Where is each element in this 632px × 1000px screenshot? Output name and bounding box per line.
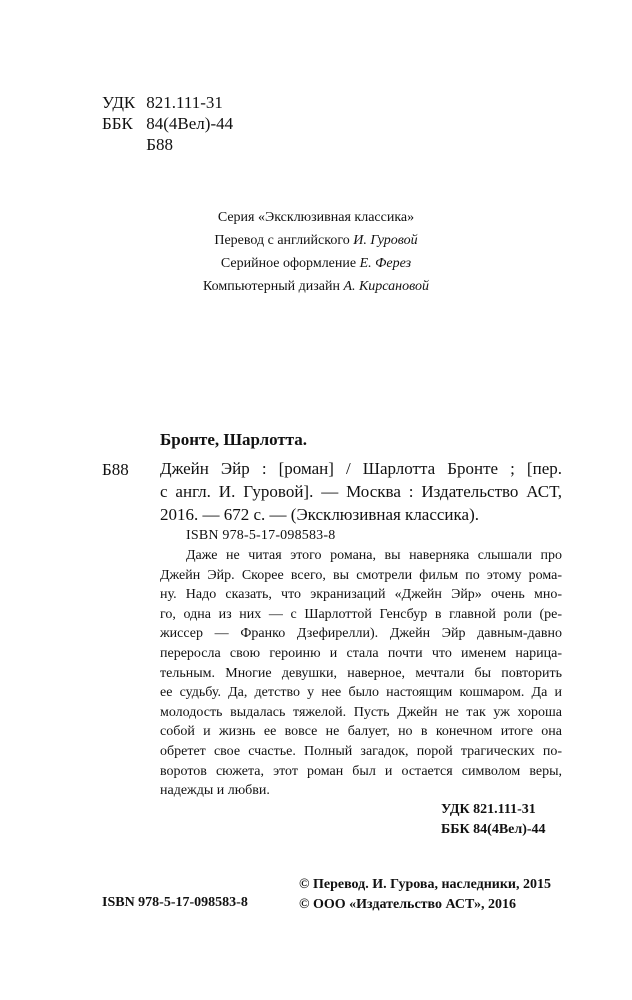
series-designer-name: Е. Ферез: [359, 256, 412, 271]
annotation-line: го, одна из них — с Шарлоттой Генсбур в главной роли (ре-: [160, 606, 562, 622]
udk-label: УДК: [102, 93, 136, 112]
translation-label: Перевод с английского: [214, 233, 350, 248]
copyright-translation: © Перевод. И. Гурова, наследники, 2015: [299, 877, 551, 892]
annotation-line: Джейн Эйр. Скорее всего, вы смотрели фильм по этому рома-: [160, 567, 562, 583]
series-design-label: Серийное оформление: [220, 256, 357, 271]
credits-block: [0, 206, 632, 298]
annotation-line: переросла свою героиню и стала почти что именем нарица-: [160, 645, 562, 661]
udk-repeat: УДК 821.111-31: [441, 802, 536, 817]
author-mark-code: Б88: [146, 135, 174, 154]
bibliographic-isbn: ISBN 978-5-17-098583-8: [186, 528, 336, 543]
description-line: Джейн Эйр : [роман] / Шарлотта Бронте ; [пер.: [160, 459, 562, 478]
annotation-line: ее судьбу. Да, детство у нее было настоящим кошмаром. Да и: [160, 685, 562, 701]
annotation-line: собой и жизнь ее вовсе не балует, но в конечном итоге она: [160, 724, 562, 740]
description-line: 2016. — 672 с. — (Эксклюзивная классика).: [160, 505, 479, 524]
series-line: Серия «Эксклюзивная классика»: [217, 210, 415, 225]
bibliographic-description: [160, 457, 562, 526]
computer-design-line: [0, 275, 632, 298]
annotation-line: ну. Надо сказать, что экранизаций «Джейн Эйр» очень мно-: [160, 587, 562, 603]
annotation-line: обретет свое счастье. Полный загадок, порой трагических по-: [160, 743, 562, 759]
annotation-line: воротов сюжета, этот роман был и остается символом веры,: [160, 763, 562, 779]
udk-value: 821.111-31: [146, 93, 223, 112]
annotation-line: надежды и любви.: [160, 783, 270, 799]
computer-designer-name: А. Кирсановой: [343, 279, 429, 294]
series-design-line: [0, 252, 632, 275]
annotation-line: молодость выдалась тяжелой. Пусть Джейн не так уж хороша: [160, 704, 562, 720]
bbk-label: ББК: [102, 114, 133, 133]
annotation-line: тельным. Многие девушки, наверное, мечтали бы повторить: [160, 665, 562, 681]
annotation: [160, 546, 562, 801]
translator-name: И. Гуровой: [353, 233, 418, 248]
author-mark-row: [102, 134, 233, 155]
copyright-block: [299, 875, 551, 915]
copyright-publisher: © ООО «Издательство АСТ», 2016: [299, 897, 517, 912]
description-line: с англ. И. Гуровой]. — Москва : Издательство АСТ,: [160, 482, 562, 501]
bibliographic-author-mark: Б88: [102, 460, 129, 479]
codes-repeat: [441, 800, 546, 840]
author-heading: Бронте, Шарлотта.: [160, 430, 308, 449]
translation-line: [0, 229, 632, 252]
classification-codes: [102, 92, 233, 155]
bbk-code: [102, 113, 233, 134]
bbk-value: 84(4Вел)-44: [146, 114, 234, 133]
bbk-repeat: ББК 84(4Вел)-44: [441, 822, 546, 837]
annotation-line: Даже не читая этого романа, вы наверняка слышали про: [186, 548, 562, 563]
annotation-line: жиссер — Франко Дзефирелли). Джейн Эйр давным-давно: [160, 626, 562, 642]
udk-code: [102, 92, 233, 113]
footer-isbn: ISBN 978-5-17-098583-8: [102, 895, 248, 910]
computer-design-label: Компьютерный дизайн: [203, 279, 340, 294]
